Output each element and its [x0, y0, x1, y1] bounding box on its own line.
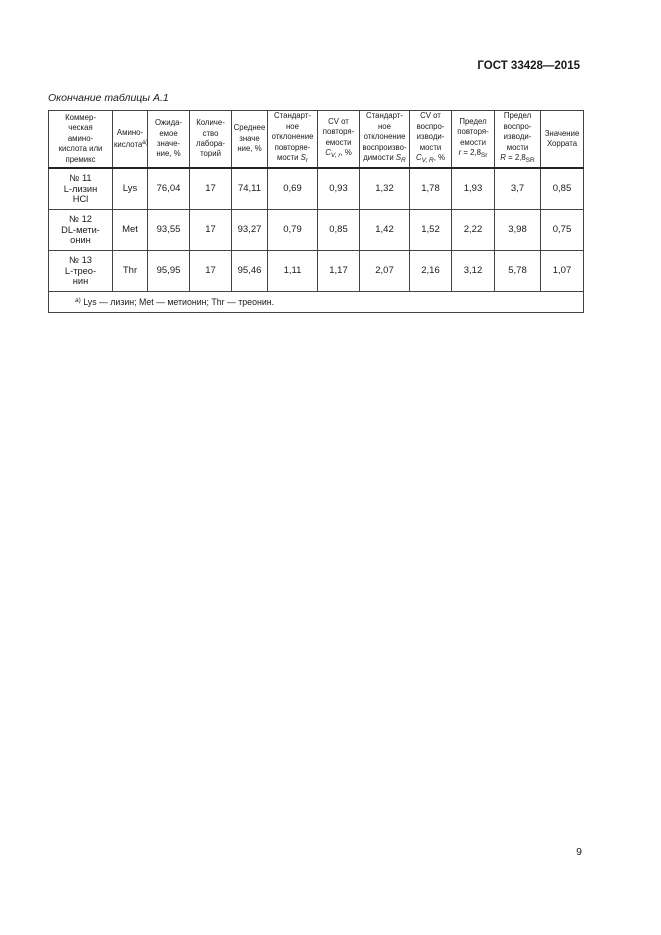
cell-amino-acid: Lys [113, 168, 148, 210]
cell-R: 3,7 [495, 168, 541, 210]
table-row [49, 251, 584, 292]
cell-r: 1,93 [452, 168, 495, 210]
cell-labs: 17 [190, 210, 232, 251]
cell-sr: 0,69 [268, 168, 318, 210]
table-row [49, 210, 584, 251]
cell-cvr: 1,17 [318, 251, 360, 292]
col-header-expected: Ожида- емое значе- ние, % [148, 111, 190, 169]
header-row [49, 111, 584, 169]
cell-sR: 2,07 [360, 251, 410, 292]
document-code: ГОСТ 33428—2015 [477, 60, 580, 72]
table-caption: Окончание таблицы А.1 [48, 92, 169, 104]
cell-amino-acid: Thr [113, 251, 148, 292]
cell-cvR: 1,78 [410, 168, 452, 210]
product-name: № 12 DL-мети- онин [49, 210, 113, 251]
cell-R: 5,78 [495, 251, 541, 292]
data-table [48, 110, 584, 313]
cell-sr: 1,11 [268, 251, 318, 292]
cell-sR: 1,42 [360, 210, 410, 251]
cell-mean: 95,46 [232, 251, 268, 292]
cell-cvR: 2,16 [410, 251, 452, 292]
col-header-mean: Среднее значе ние, % [232, 111, 268, 169]
cell-sr: 0,79 [268, 210, 318, 251]
cell-mean: 74,11 [232, 168, 268, 210]
product-name: № 13 L-трео- нин [49, 251, 113, 292]
footnote-row [49, 292, 584, 313]
cell-labs: 17 [190, 251, 232, 292]
cell-sR: 1,32 [360, 168, 410, 210]
cell-r: 3,12 [452, 251, 495, 292]
table-footnote [49, 292, 584, 313]
col-header-sr: Стандарт- ное отклонение повторяе- мости $S_r$ [268, 111, 318, 169]
cell-expected: 95,95 [148, 251, 190, 292]
cell-cvR: 1,52 [410, 210, 452, 251]
col-header-R: Предел воспро- изводи- мости $R = 2,8_{SR}$ [495, 111, 541, 169]
col-header-r: Предел повторя- емости $r = 2,8_{Sr}$ [452, 111, 495, 169]
cell-horrat: 0,75 [541, 210, 584, 251]
cell-mean: 93,27 [232, 210, 268, 251]
col-header-cvr: CV от повторя- емости $C_{V, r}$, % [318, 111, 360, 169]
cell-r: 2,22 [452, 210, 495, 251]
cell-horrat: 1,07 [541, 251, 584, 292]
cell-amino-acid: Met [113, 210, 148, 251]
col-header-product: Коммер- ческая амино- кислота или премикс [49, 111, 113, 169]
cell-expected: 76,04 [148, 168, 190, 210]
col-header-cvR: CV от воспро- изводи- мости $C_{V, R}$, % [410, 111, 452, 169]
cell-labs: 17 [190, 168, 232, 210]
page-number: 9 [576, 846, 582, 858]
cell-expected: 93,55 [148, 210, 190, 251]
cell-cvr: 0,93 [318, 168, 360, 210]
cell-R: 3,98 [495, 210, 541, 251]
cell-cvr: 0,85 [318, 210, 360, 251]
col-header-horrat: Значение Хоррата [541, 111, 584, 169]
footnote-mark: а) [75, 297, 81, 305]
product-name: № 11 L-лизин HCl [49, 168, 113, 210]
footnote-text: Lys — лизин; Met — метионин; Thr — треонин. [83, 297, 275, 308]
cell-horrat: 0,85 [541, 168, 584, 210]
col-header-labs: Количе- ство лабора- торий [190, 111, 232, 169]
col-header-amino-acid: Амино- кислота$^{а)}$ [113, 111, 148, 169]
table-row [49, 168, 584, 210]
col-header-sR: Стандарт- ное отклонение воспроизво- димости $S_R$ [360, 111, 410, 169]
